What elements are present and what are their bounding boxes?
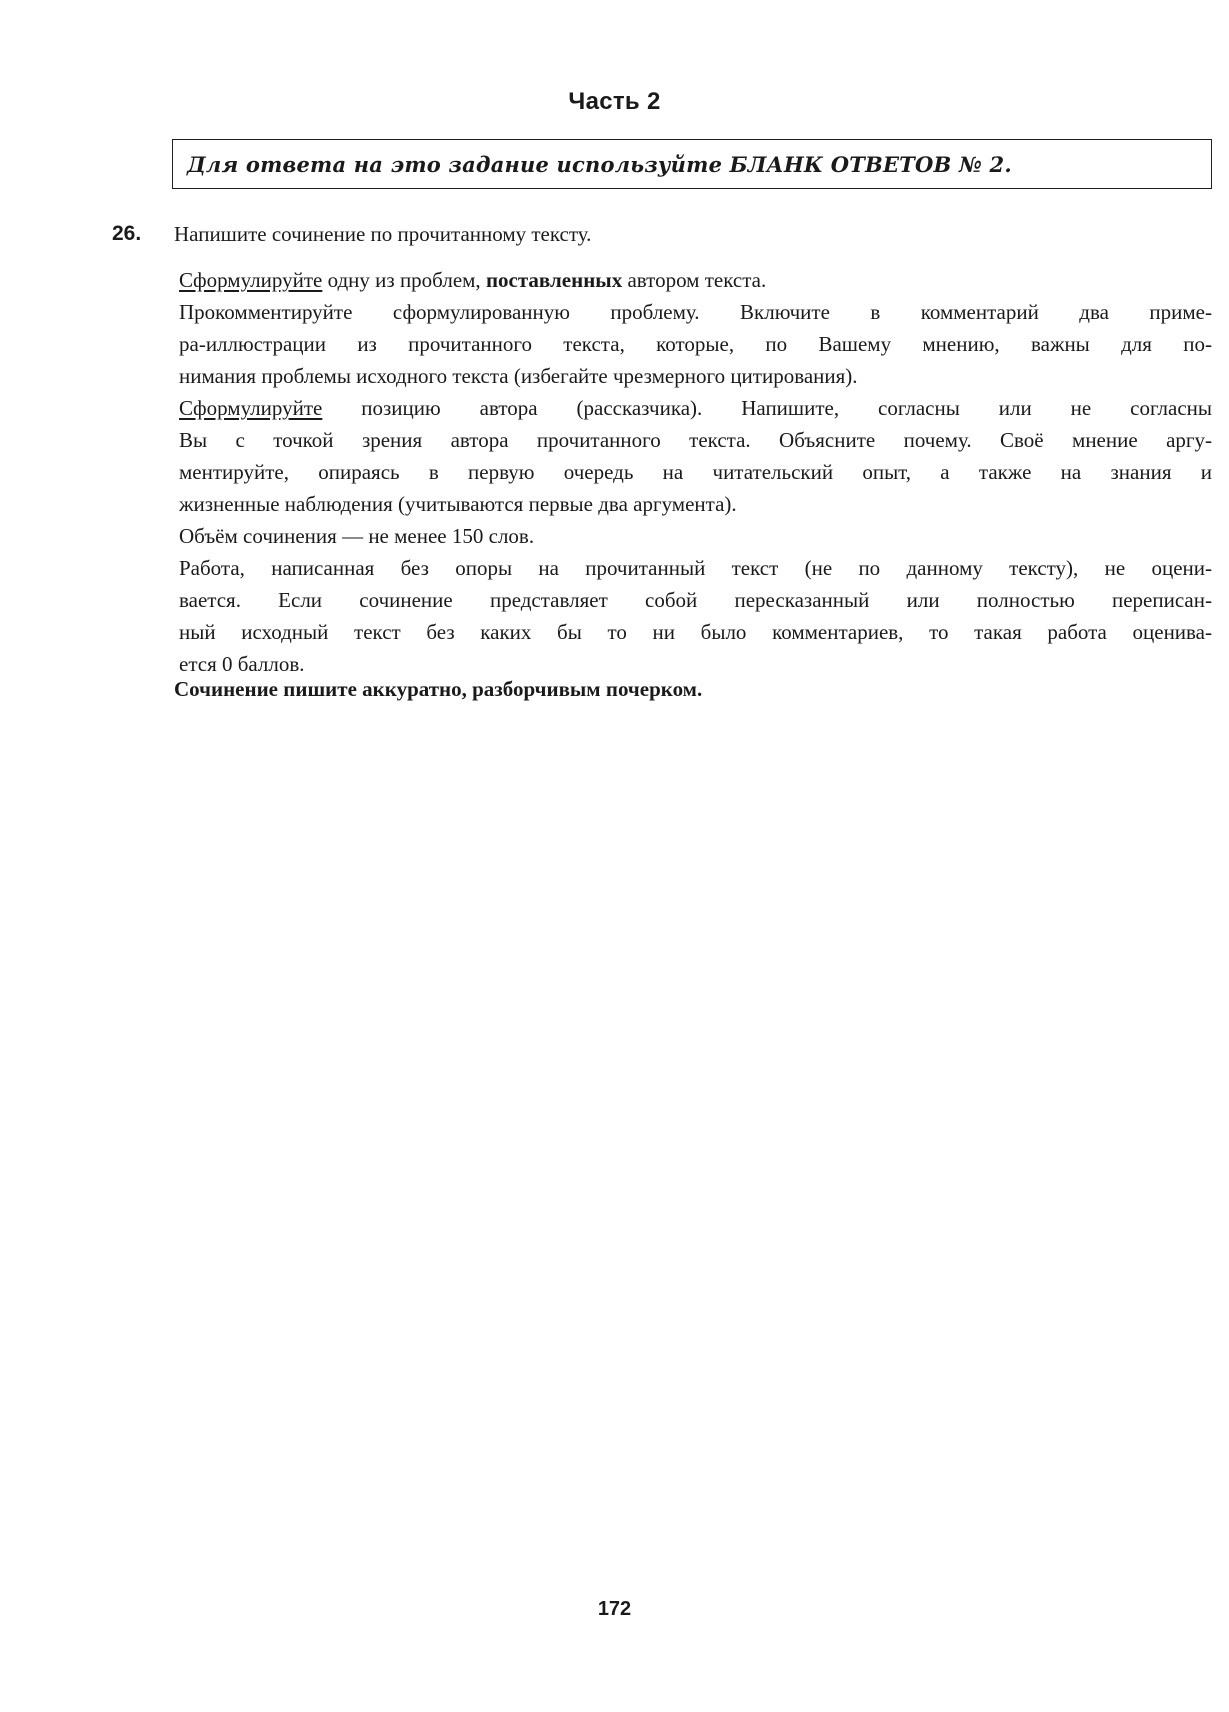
instruction-text: Для ответа на это задание используйте БЛАНК ОТВЕТОВ № 2. bbox=[187, 151, 1012, 177]
paragraph-grading-line: Работа, написанная без опоры на прочитанный текст (не по данному тексту), не оцени- bbox=[179, 556, 1212, 580]
underlined-verb: Сформулируйте bbox=[179, 396, 323, 420]
paragraph-comment-line: Прокомментируйте сформулированную проблему. Включите в комментарий два приме- bbox=[179, 300, 1212, 324]
paragraph-formulate-problem bbox=[179, 264, 1212, 296]
paragraph-comment-line: ра-иллюстрации из прочитанного текста, которые, по Вашему мнению, важны для по- bbox=[179, 332, 1212, 356]
instruction-box bbox=[172, 139, 1212, 189]
page-number: 172 bbox=[597, 1598, 632, 1620]
paragraph-author-position-line: ментируйте, опираясь в первую очередь на читательский опыт, а также на знания и bbox=[179, 460, 1212, 484]
paragraph-word-count: Объём сочинения — не менее 150 слов. bbox=[179, 524, 535, 548]
paragraph-grading-line: ется 0 баллов. bbox=[179, 652, 305, 676]
part-title: Часть 2 bbox=[568, 88, 661, 115]
text-fragment: автором текста. bbox=[622, 268, 767, 292]
paragraph-author-position-line: Вы с точкой зрения автора прочитанного текста. Объясните почему. Своё мнение аргу- bbox=[179, 428, 1212, 452]
underlined-verb: Сформулируйте bbox=[179, 268, 323, 292]
bold-word: поставленных bbox=[485, 268, 623, 292]
paragraph-grading-line: ный исходный текст без каких бы то ни было комментариев, то такая работа оценива- bbox=[179, 620, 1212, 644]
task-intro: Напишите сочинение по прочитанному тексту. bbox=[174, 222, 592, 246]
paragraph-author-position-line: жизненные наблюдения (учитываются первые два аргумента). bbox=[179, 492, 737, 516]
text-fragment: позицию автора (рассказчика). Напишите, согласны или не согласны bbox=[322, 396, 1212, 420]
paragraph-handwriting-note: Сочинение пишите аккуратно, разборчивым почерком. bbox=[174, 677, 703, 701]
task-body bbox=[179, 264, 1212, 680]
paragraph-comment-line: нимания проблемы исходного текста (избегайте чрезмерного цитирования). bbox=[179, 364, 858, 388]
text-fragment: одну из проблем, bbox=[322, 268, 486, 292]
paragraph-author-position-line bbox=[179, 392, 1212, 424]
task-number: 26. bbox=[112, 222, 142, 245]
paragraph-grading-line: вается. Если сочинение представляет собой пересказанный или полностью переписан- bbox=[179, 588, 1212, 612]
